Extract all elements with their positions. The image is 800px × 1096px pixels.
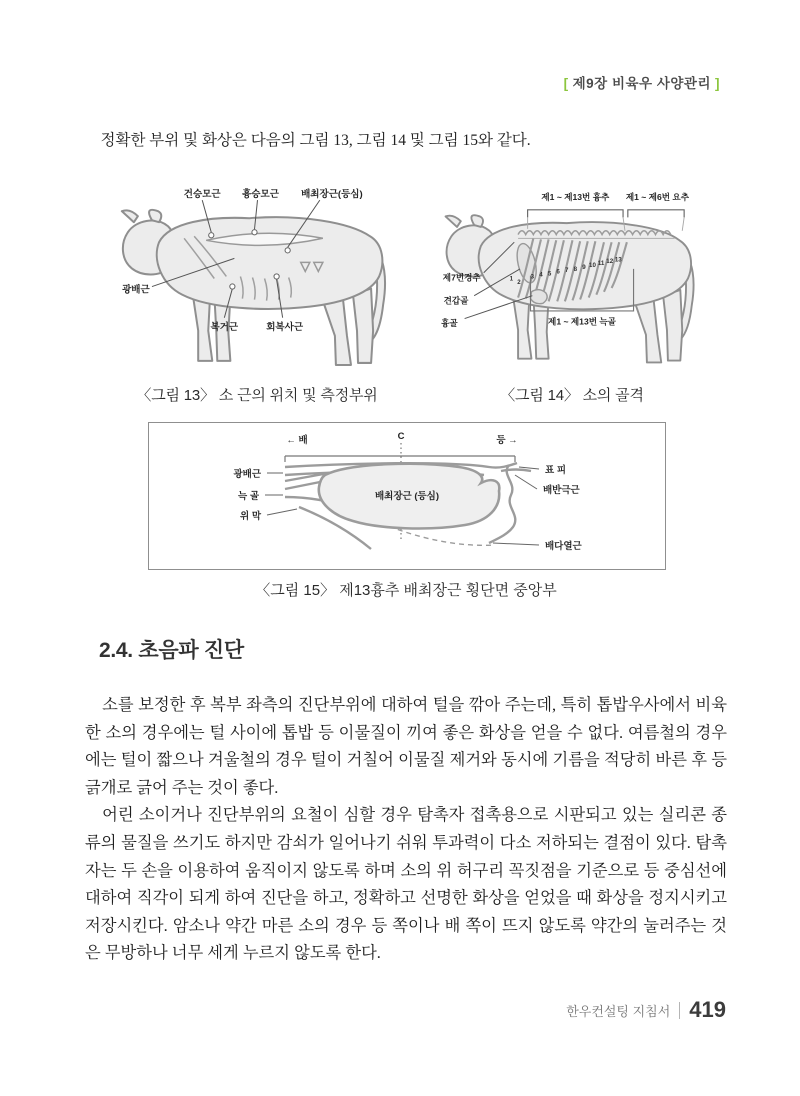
label-back-direction: 등 → [496,435,518,446]
chapter-title: 제9장 비육우 사양관리 [572,76,711,91]
label-multifidus: 배다열근 [545,541,582,552]
svg-text:8: 8 [573,265,578,273]
figure15-box [148,422,666,570]
svg-text:6: 6 [556,268,560,276]
cow-leg-rear-1 [635,299,662,362]
cross-section-labels [233,431,582,552]
page-number: 419 [689,997,726,1022]
svg-text:3: 3 [530,273,535,281]
cow-leg-rear-1 [323,299,351,365]
label-oblique: 회복사근 [266,321,304,333]
page-footer [566,997,726,1023]
sternum-bone [530,290,547,304]
top-span-line [285,456,515,462]
footer-divider [679,1002,680,1019]
cow-leg-rear-2 [353,289,373,363]
label-loin-muscle: 배최장근 (등심) [374,491,440,502]
section-heading: 2.4. 초음파 진단 [99,639,244,662]
cross-section-diagram [149,423,664,568]
cow-body [157,217,383,309]
body-text [85,691,727,967]
label-lumbar: 제1 ~ 제6번 요추 [625,192,689,203]
label-longissimus: 배최장근(등심) [301,189,363,201]
paragraph-2: 어린 소이거나 진단부위의 요철이 심할 경우 탐촉자 접촉용으로 시판되고 있는 실리콘 종류의 물질을 쓰기도 하지만 감쇠가 일어나기 쉬워 투과력이 다소 저하되는 결점이 있다. 탐촉자는 두 손을 이용하여 움직이지 않도록 하며 소의 위 허구리 꼭짓점을 기준으로 등 중심선에 대하여 직각이 되게 하여 진단을 하고, 정확하고 선명한 화상을 얻었을 때 화상을 정지시키고 저장시킨다. 암소나 약간 마른 소의 경우 등 쪽이나 배 쪽이 뜨지 않도록 약간의 눌러주는 것은 무방하나 너무 세게 누르지 않도록 한다. [85,805,727,963]
svg-text:5: 5 [547,270,552,278]
label-spinalis: 배반극근 [543,485,580,496]
label-latissimus: 광배근 [122,284,150,296]
epidermis-tick [501,470,531,472]
cow-skeleton-diagram [436,180,708,376]
label-stomach-membrane: 위 막 [240,511,261,522]
label-sternum: 흉골 [441,318,458,329]
svg-text:11: 11 [597,260,605,268]
figure13-caption: 〈그림 13〉 소 근의 위치 및 측정부위 [136,387,378,404]
figure13 [92,180,422,405]
lumbar-bracket [628,210,684,218]
svg-text:12: 12 [606,258,614,266]
book-title: 한우컨설팅 지침서 [566,1003,671,1019]
figure14 [422,180,722,405]
svg-text:2: 2 [517,279,521,287]
label-belly-direction: ← 배 [286,435,308,446]
label-trapezius-cervical: 건승모근 [183,189,221,201]
label-scapula: 견갑골 [443,295,469,306]
svg-text:7: 7 [565,266,569,274]
cow-leg-rear-2 [663,290,682,361]
svg-text:1: 1 [509,275,514,283]
bracket-drop-3 [682,217,684,230]
figure14-caption: 〈그림 14〉 소의 골격 [500,387,644,404]
figure15-caption: 〈그림 15〉 제13흉추 배최장근 횡단면 중앙부 [255,582,557,599]
svg-text:10: 10 [589,262,596,270]
label-ribs: 제1 ~ 제13번 늑골 [548,316,616,327]
header-bracket-left: [ [563,76,569,91]
label-trapezius-thoracic: 흉승모근 [242,189,279,201]
svg-text:4: 4 [539,271,543,279]
cow-muscle-diagram [107,180,407,376]
cow-horn [122,210,138,222]
label-thoracic: 제1 ~ 제13번 흉추 [541,192,610,203]
label-center-mark: C [397,431,405,442]
label-latissimus: 광배근 [233,469,261,480]
figures-row [92,180,722,405]
svg-text:9: 9 [582,263,586,271]
label-serratus: 복거근 [210,321,239,333]
thoracic-bracket [528,210,623,218]
chapter-header [560,72,724,92]
cow-horn [446,216,461,227]
intro-sentence: 정확한 부위 및 화상은 다음의 그림 13, 그림 14 및 그림 15와 같다. [100,132,531,149]
svg-text:13: 13 [614,256,622,264]
header-bracket-right: ] [715,76,720,91]
label-rib: 늑 골 [238,491,259,502]
label-epidermis: 표 피 [545,465,566,476]
label-cervical: 제7번경추 [442,272,481,283]
paragraph-1: 소를 보정한 후 복부 좌측의 진단부위에 대하여 털을 깎아 주는데, 특히 톱밥우사에서 비육한 소의 경우에는 털 사이에 톱밥 등 이물질이 끼여 좋은 화상을 얻을 수 없다. 여름철의 경우에는 털이 짧으나 겨울철의 경우 털이 거칠어 이물질 제거와 동시에 기름을 적당히 바른 후 등긁개로 긁어 주는 것이 좋다. [85,695,727,797]
